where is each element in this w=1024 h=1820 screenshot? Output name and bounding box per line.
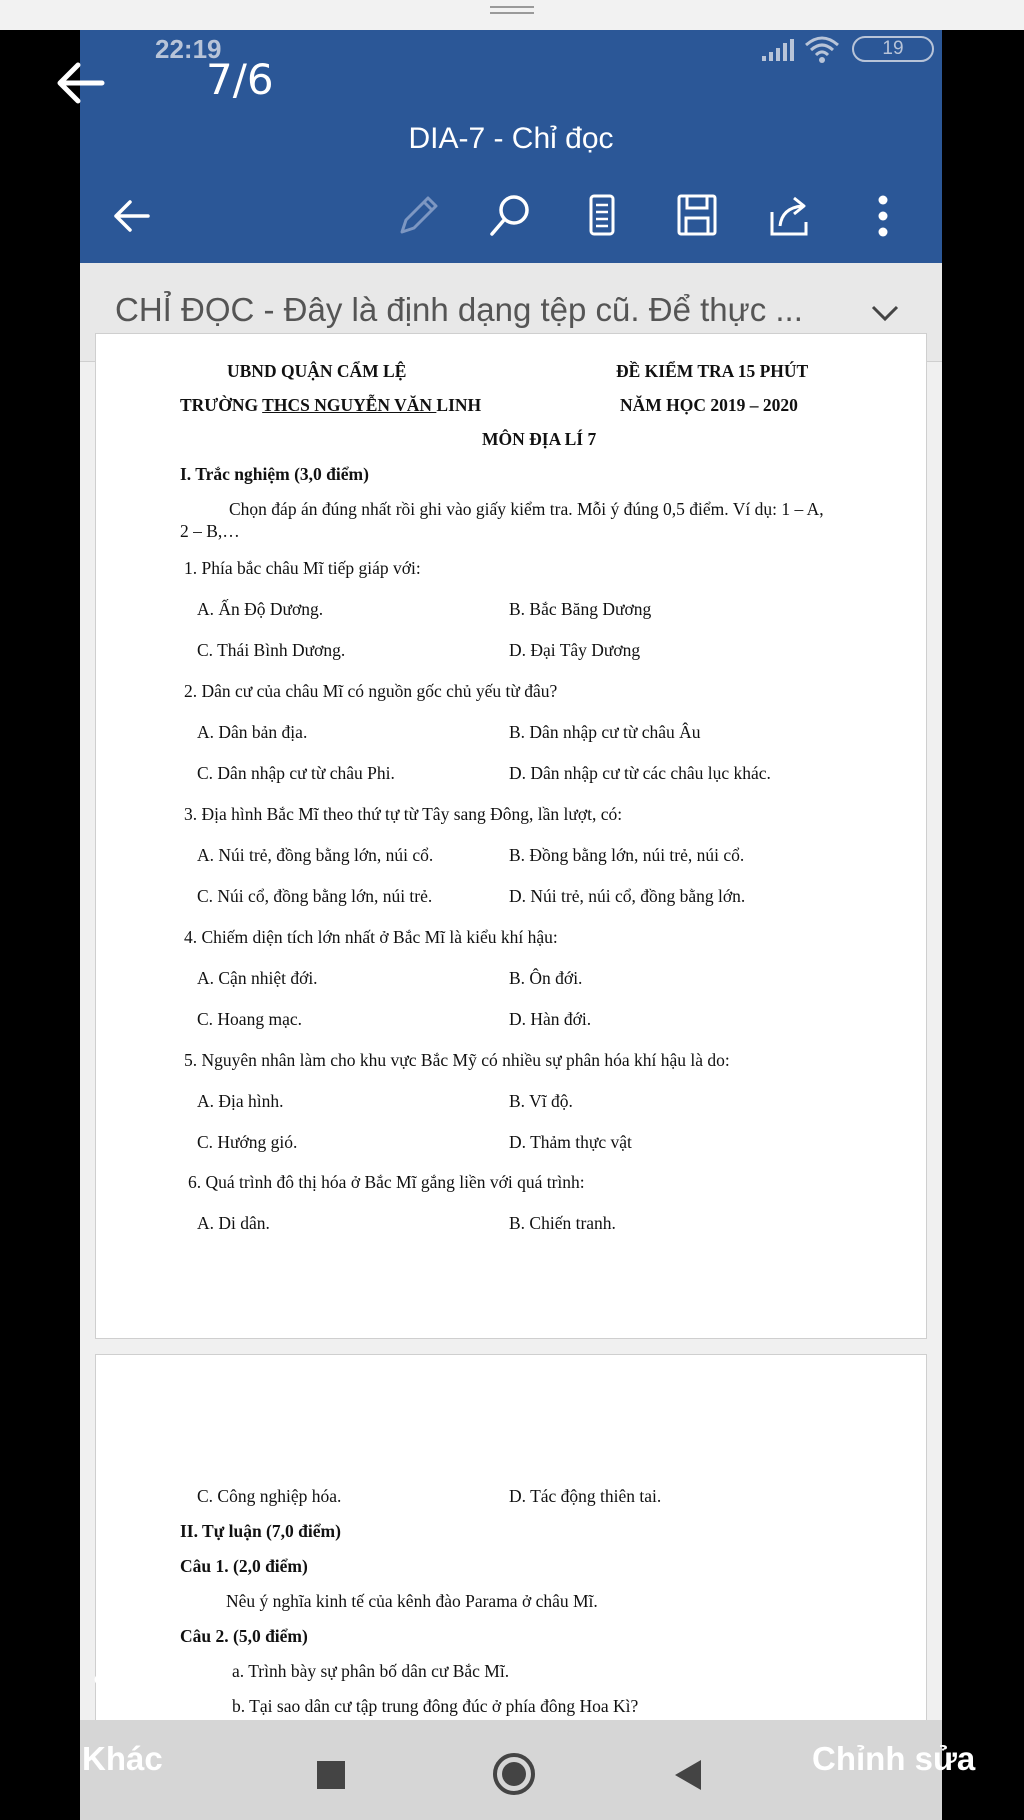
chevron-down-icon[interactable] xyxy=(865,293,905,333)
status-clock: 22:19 xyxy=(155,34,222,64)
drag-handle-icon[interactable] xyxy=(490,6,534,14)
answer-4b: B. Ôn đới. xyxy=(509,968,583,988)
essay-question-1-text: Nêu ý nghĩa kinh tế của kênh đào Parama ở châu Mĩ. xyxy=(226,1591,598,1611)
answer-5c: C. Hướng gió. xyxy=(197,1132,298,1152)
phone-screenshot xyxy=(80,30,942,1820)
wifi-icon xyxy=(802,34,842,64)
answer-2c: C. Dân nhập cư từ châu Phi. xyxy=(197,763,395,783)
answer-1c: C. Thái Bình Dương. xyxy=(197,640,346,660)
essay-question-2b: b. Tại sao dân cư tập trung đông đúc ở phía đông Hoa Kì? xyxy=(232,1696,639,1716)
answer-3d: D. Núi trẻ, núi cổ, đồng bằng lớn. xyxy=(509,886,746,906)
top-handle-bar[interactable] xyxy=(0,0,1024,30)
edit-button[interactable]: Chỉnh sửa xyxy=(812,1740,976,1777)
recents-button-icon[interactable] xyxy=(316,1760,346,1790)
more-dots-button[interactable]: ••• xyxy=(93,1658,142,1702)
answer-4d: D. Hàn đới. xyxy=(509,1009,592,1029)
school-name: TRƯỜNG THCS NGUYỄN VĂN LINH xyxy=(180,395,482,415)
section-multiple-choice: I. Trắc nghiệm (3,0 điểm) xyxy=(180,464,369,484)
question-2: 2. Dân cư của châu Mĩ có nguồn gốc chủ yếu từ đâu? xyxy=(184,681,558,701)
reading-view-icon[interactable] xyxy=(572,186,632,246)
answer-5b: B. Vĩ độ. xyxy=(509,1091,573,1111)
answer-1b: B. Bắc Băng Dương xyxy=(509,599,652,619)
banner-text: CHỈ ĐỌC - Đây là định dạng tệp cũ. Để thực ... xyxy=(115,291,803,328)
instruction-line-2: 2 – B,… xyxy=(180,521,240,541)
answer-1a: A. Ấn Độ Dương. xyxy=(197,599,324,619)
viewer-back-arrow-icon[interactable] xyxy=(52,55,108,111)
home-button-icon[interactable] xyxy=(492,1752,536,1796)
image-counter: 7/6 xyxy=(206,55,274,104)
back-button-icon[interactable] xyxy=(673,1758,703,1792)
signal-icon xyxy=(760,38,796,62)
answer-6b: B. Chiến tranh. xyxy=(509,1213,616,1233)
question-5: 5. Nguyên nhân làm cho khu vực Bắc Mỹ có nhiều sự phân hóa khí hậu là do: xyxy=(184,1050,730,1070)
answer-4c: C. Hoang mạc. xyxy=(197,1009,302,1029)
question-3: 3. Địa hình Bắc Mĩ theo thứ tự từ Tây sang Đông, lần lượt, có: xyxy=(184,804,623,824)
answer-2d: D. Dân nhập cư từ các châu lục khác. xyxy=(509,763,771,783)
subject-title: MÔN ĐỊA LÍ 7 xyxy=(482,429,597,449)
answer-2b: B. Dân nhập cư từ châu Âu xyxy=(509,722,701,742)
essay-question-2a: a. Trình bày sự phân bố dân cư Bắc Mĩ. xyxy=(232,1661,510,1681)
document-page-1 xyxy=(95,333,927,1339)
search-icon[interactable] xyxy=(480,186,540,246)
section-essay: II. Tự luận (7,0 điểm) xyxy=(180,1521,341,1541)
question-4: 4. Chiếm diện tích lớn nhất ở Bắc Mĩ là kiểu khí hậu: xyxy=(184,927,558,947)
save-icon[interactable] xyxy=(667,186,727,246)
exam-title: ĐỀ KIỂM TRA 15 PHÚT xyxy=(616,361,809,381)
school-year: NĂM HỌC 2019 – 2020 xyxy=(620,395,798,415)
share-icon[interactable] xyxy=(760,186,820,246)
answer-3b: B. Đồng bằng lớn, núi trẻ, núi cổ. xyxy=(509,845,745,865)
back-arrow-icon[interactable] xyxy=(102,186,162,246)
instruction-line-1: Chọn đáp án đúng nhất rồi ghi vào giấy kiểm tra. Mỗi ý đúng 0,5 điểm. Ví dụ: 1 – A, xyxy=(229,499,824,519)
answer-3a: A. Núi trẻ, đồng bằng lớn, núi cổ. xyxy=(197,845,434,865)
more-options-icon[interactable] xyxy=(853,186,913,246)
answer-6c: C. Công nghiệp hóa. xyxy=(197,1486,342,1506)
document-title: DIA-7 - Chỉ đọc xyxy=(408,122,614,155)
answer-5d: D. Thảm thực vật xyxy=(509,1132,632,1152)
edit-pen-icon[interactable] xyxy=(878,1636,928,1716)
essay-question-2: Câu 2. (5,0 điểm) xyxy=(180,1626,308,1646)
essay-question-1: Câu 1. (2,0 điểm) xyxy=(180,1556,308,1576)
answer-6a: A. Di dân. xyxy=(197,1213,270,1233)
answer-5a: A. Địa hình. xyxy=(197,1091,284,1111)
answer-1d: D. Đại Tây Dương xyxy=(509,640,641,660)
answer-4a: A. Cận nhiệt đới. xyxy=(197,968,318,988)
answer-2a: A. Dân bản địa. xyxy=(197,722,308,742)
battery-indicator: 19 xyxy=(852,36,934,62)
school-authority: UBND QUẬN CẨM LỆ xyxy=(227,361,407,381)
answer-3c: C. Núi cổ, đồng bằng lớn, núi trẻ. xyxy=(197,886,433,906)
pencil-icon[interactable] xyxy=(388,186,448,246)
question-1: 1. Phía bắc châu Mĩ tiếp giáp với: xyxy=(184,558,421,578)
answer-6d: D. Tác động thiên tai. xyxy=(509,1486,662,1506)
question-6: 6. Quá trình đô thị hóa ở Bắc Mĩ gắng liền với quá trình: xyxy=(188,1172,585,1192)
more-button[interactable]: Khác xyxy=(82,1740,163,1777)
